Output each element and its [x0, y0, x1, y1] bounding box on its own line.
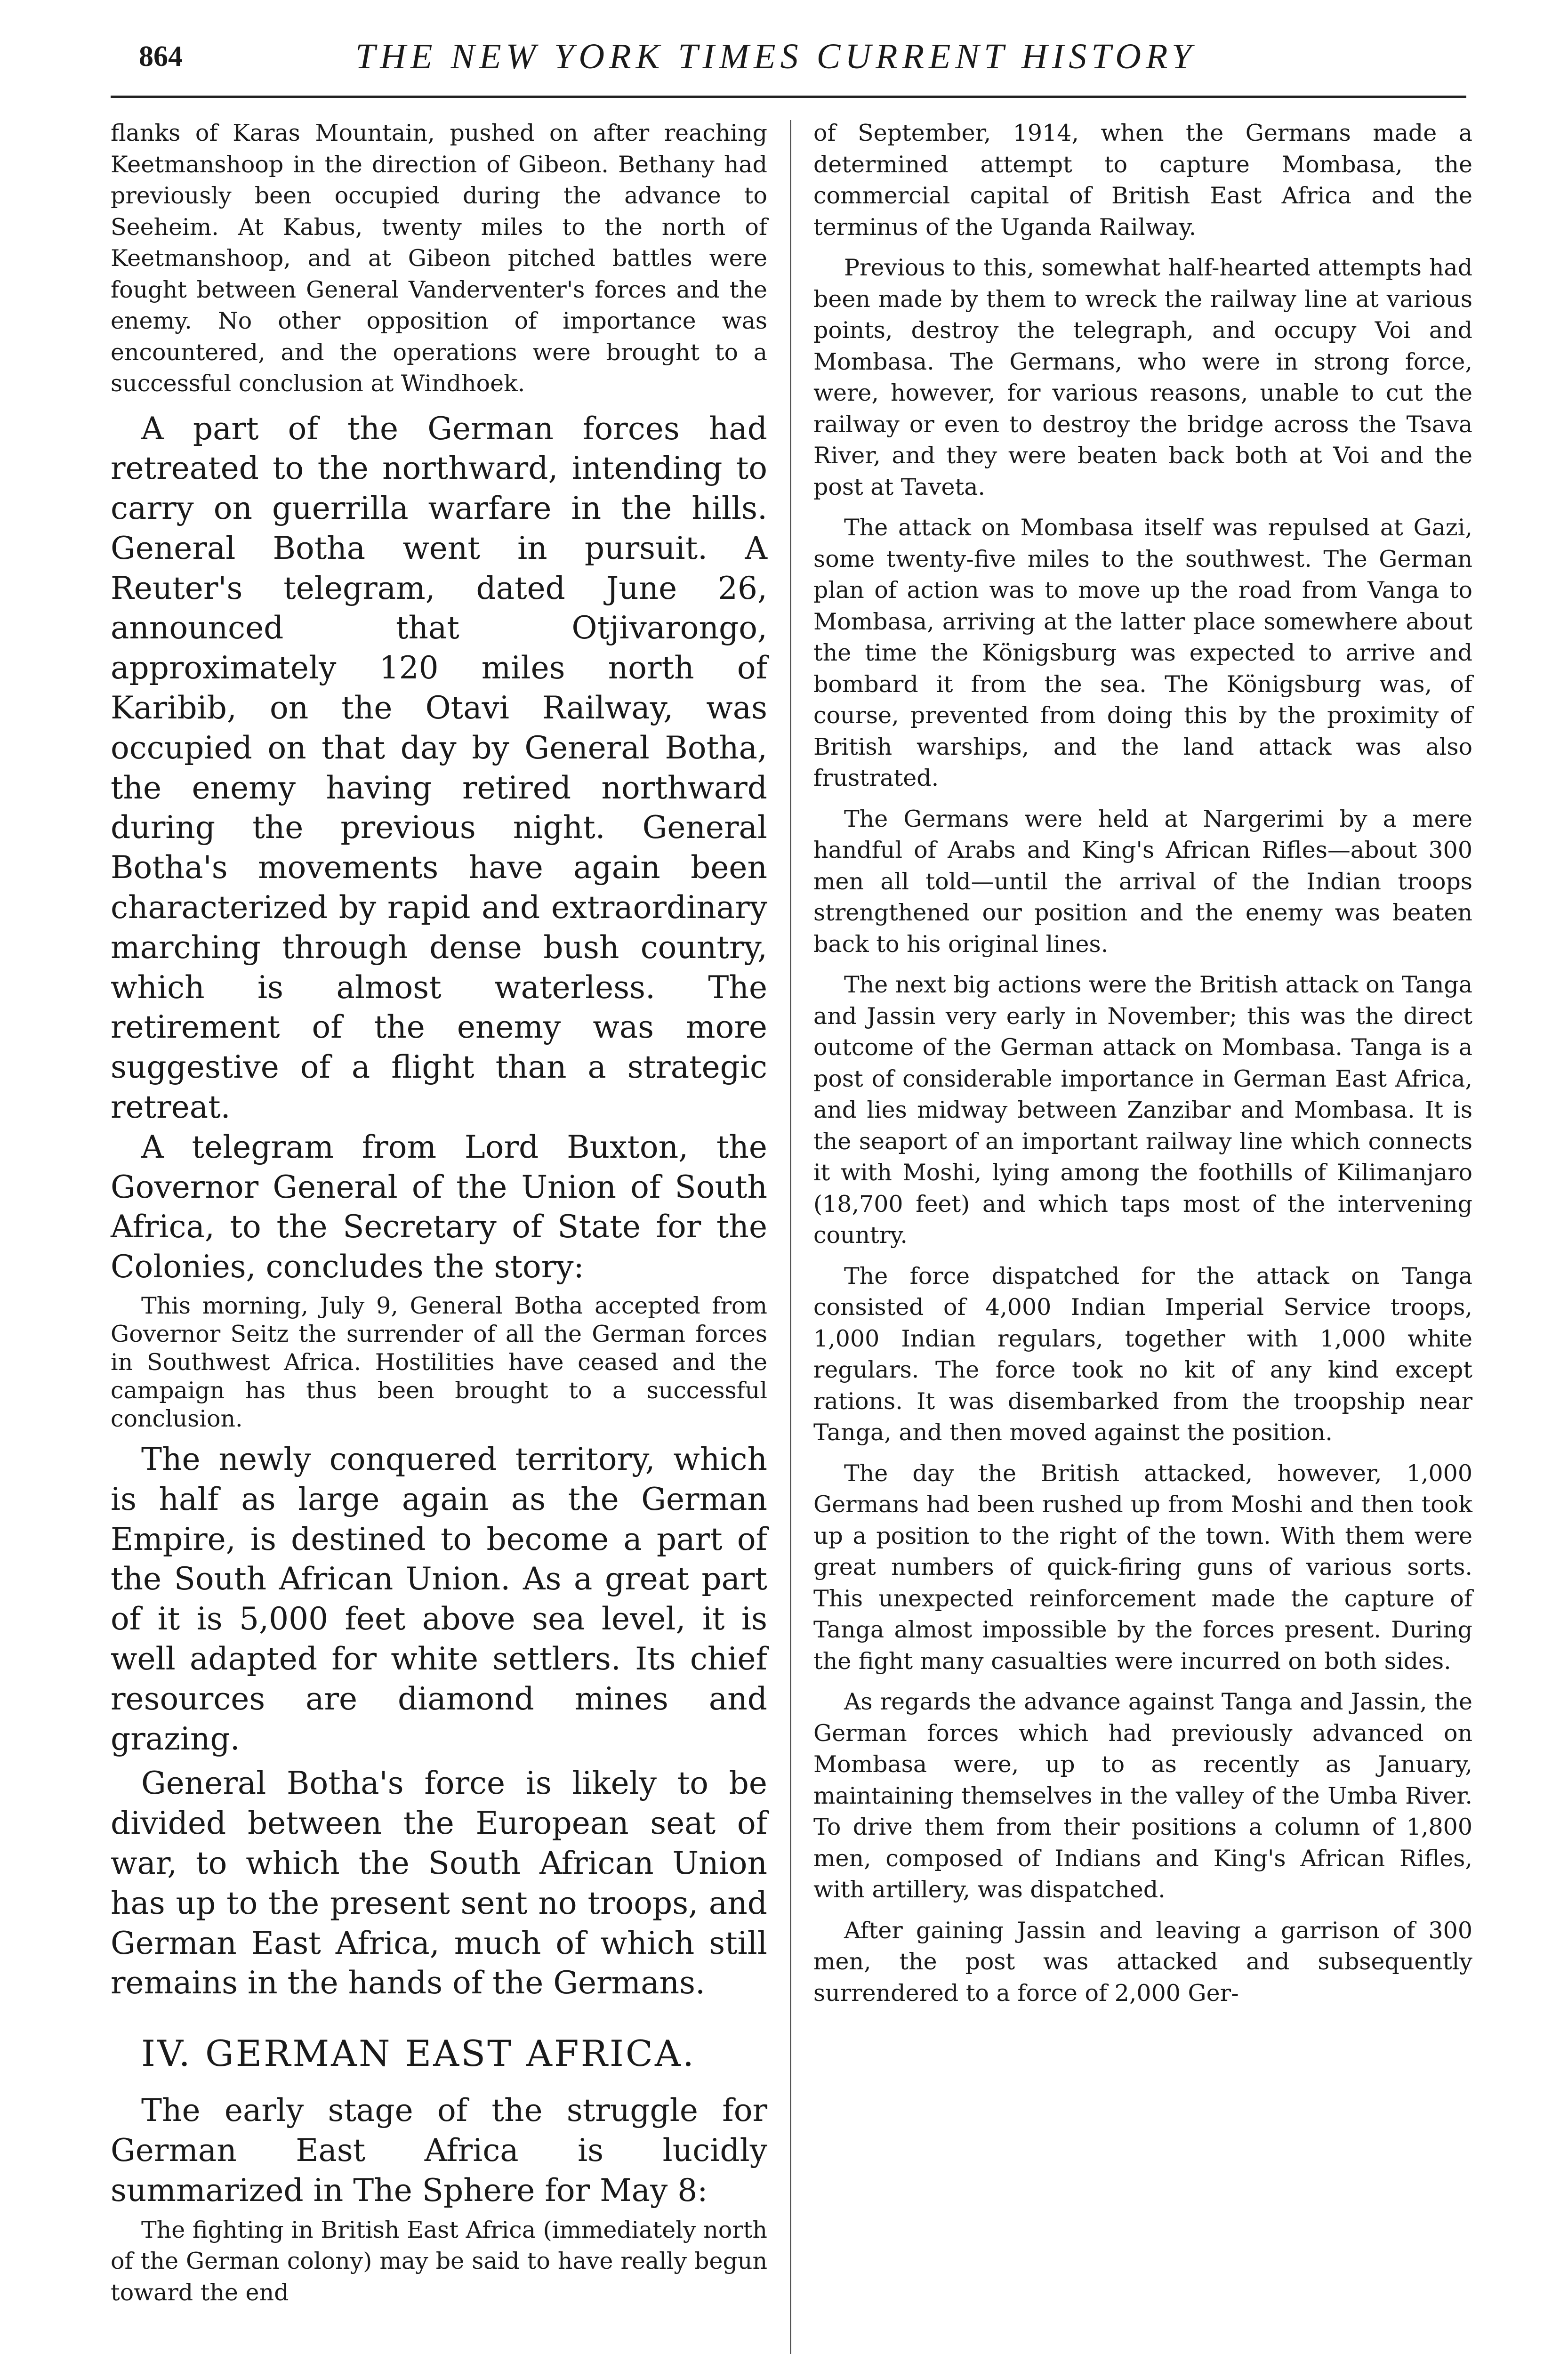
paragraph: The attack on Mombasa itself was repulsed at Gazi, some twenty-five miles to the southwest. The German plan of action was to move up the road from Vanga to Mombasa, arriving at the latter place somewhere about the time the Königsburg was expected to arrive and bombard it from the sea. The Königsburg was, of course, prevented from doing this by the proximity of British warships, and the land attack was also frustrated. [813, 514, 1472, 791]
paragraph: The early stage of the struggle for German East Africa is lucidly summarized in The Sphere for May 8: [111, 2092, 767, 2209]
left-column [111, 118, 767, 2308]
paragraph: Previous to this, somewhat half-hearted attempts had been made by them to wreck the railway line at various points, destroy the telegraph, and occupy Voi and Mombasa. The Germans, who were in strong force, were, however, for various reasons, unable to cut the railway or even to destroy the bridge across the Tsava River, and they were beaten back both at Voi and the post at Taveta. [813, 254, 1472, 500]
paragraph: After gaining Jassin and leaving a garrison of 300 men, the post was attacked and subsequently surrendered to a force of 2,000 Ger- [813, 1917, 1472, 2007]
block-quote: This morning, July 9, General Botha accepted from Governor Seitz the surrender of all the German forces in Southwest Africa. Hostilities have ceased and the campaign has thus been brought to a successful conclusion. [111, 1292, 767, 1433]
paragraph: The day the British attacked, however, 1,000 Germans had been rushed up from Moshi and then took up a position to the right of the town. With them were great numbers of quick-firing guns of various sorts. This unexpected reinforcement made the capture of Tanga almost impossible by the forces present. During the fight many casualties were incurred on both sides. [813, 1459, 1472, 1675]
page-header [111, 35, 1466, 99]
paragraph: of September, 1914, when the Germans made a determined attempt to capture Mombasa, the commercial capital of British East Africa and the terminus of the Uganda Railway. [813, 120, 1472, 241]
column-divider [790, 120, 791, 2354]
header-rule [111, 96, 1466, 98]
paragraph: The next big actions were the British attack on Tanga and Jassin very early in November; this was the direct outcome of the German attack on Mombasa. Tanga is a post of considerable importance in German East Africa, and lies midway between Zanzibar and Mombasa. It is the seaport of an important railway line which connects it with Moshi, lying among the foothills of Kilimanjaro (18,700 feet) and which taps most of the intervening country. [813, 971, 1472, 1249]
paragraph: The fighting in British East Africa (immediately north of the German colony) may be said to have really begun toward the end [111, 2216, 767, 2306]
paragraph: The Germans were held at Nargerimi by a mere handful of Arabs and King's African Rifles—about 300 men all told—until the arrival of the Indian troops strengthened our position and the enemy was beaten back to his original lines. [813, 805, 1472, 958]
paragraph: As regards the advance against Tanga and Jassin, the German forces which had previously advanced on Mombasa were, up to as recently as January, maintaining themselves in the valley of the Umba River. To drive them from their positions a column of 1,800 men, composed of Indians and King's African Rifles, with artillery, was dispatched. [813, 1688, 1472, 1903]
paragraph: The force dispatched for the attack on Tanga consisted of 4,000 Indian Imperial Service troops, 1,000 Indian regulars, together with 1,000 white regulars. The force took no kit of any kind except rations. It was disembarked from the troopship near Tanga, and then moved against the position. [813, 1262, 1472, 1446]
running-title: THE NEW YORK TIMES CURRENT HISTORY [355, 37, 1197, 76]
paragraph: A part of the German forces had retreated to the northward, intending to carry on guerrilla warfare in the hills. General Botha went in pursuit. A Reuter's telegram, dated June 26, announced that Otjivarongo, approximately 120 miles north of Karibib, on the Otavi Railway, was occupied on that day by General Botha, the enemy having retired northward during the previous night. General Botha's movements have again been characterized by rapid and extraordinary marching through dense bush country, which is almost waterless. The retirement of the enemy was more suggestive of a flight than a strategic retreat. [111, 410, 767, 1126]
right-column [813, 118, 1472, 2009]
paragraph: General Botha's force is likely to be divided between the European seat of war, to which the South African Union has up to the present sent no troops, and German East Africa, much of which still remains in the hands of the Germans. [111, 1765, 767, 2001]
page-number: 864 [139, 40, 183, 73]
paragraph: The newly conquered territory, which is half as large again as the German Empire, is destined to become a part of the South African Union. As a great part of it is 5,000 feet above sea level, it is well adapted for white settlers. Its chief resources are diamond mines and grazing. [111, 1441, 767, 1757]
paragraph: flanks of Karas Mountain, pushed on after reaching Keetmanshoop in the direction of Gibeon. Bethany had previously been occupied during the advance to Seeheim. At Kabus, twenty miles to the north of Keetmanshoop, and at Gibeon pitched battles were fought between General Vanderventer's forces and the enemy. No other opposition of importance was encountered, and the operations were brought to a successful conclusion at Windhoek. [111, 120, 767, 397]
paragraph: A telegram from Lord Buxton, the Governor General of the Union of South Africa, to the Secretary of State for the Colonies, concludes the story: [111, 1129, 767, 1285]
section-heading: IV. GERMAN EAST AFRICA. [141, 2032, 696, 2075]
